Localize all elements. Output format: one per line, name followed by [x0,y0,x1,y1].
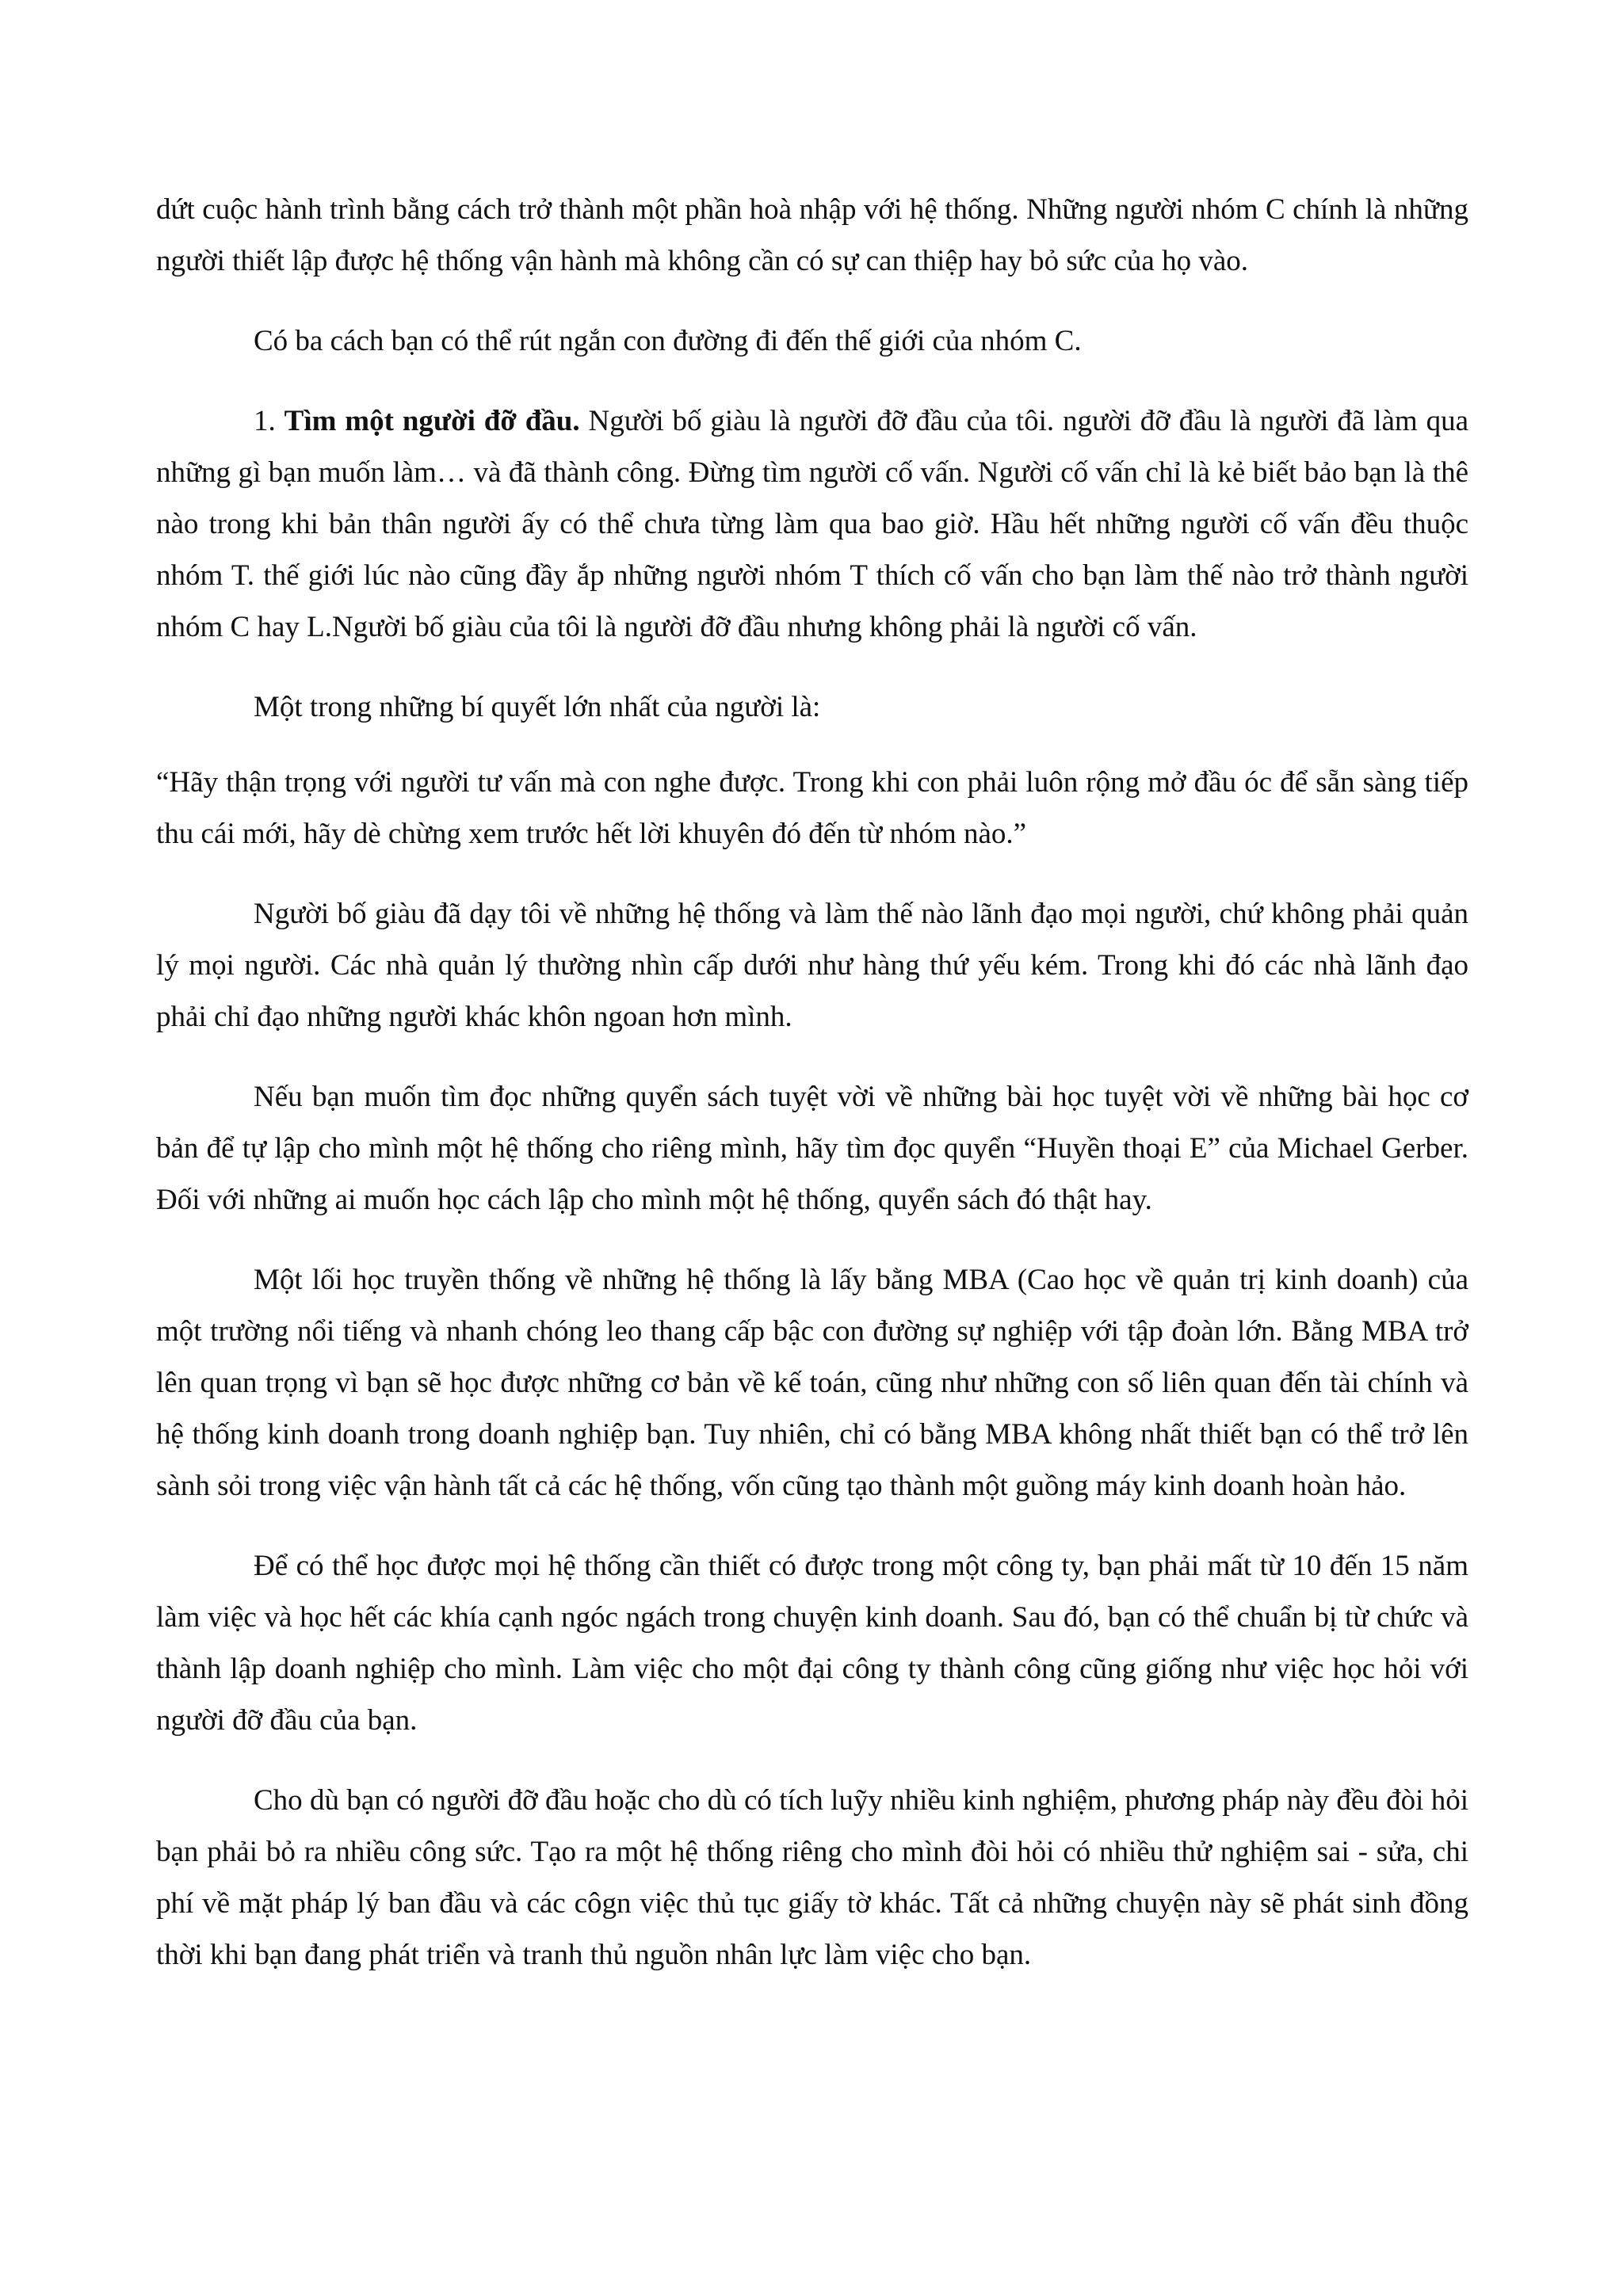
paragraph-4 [156,681,1468,733]
paragraph-1 [156,184,1468,287]
paragraph-6 [156,888,1468,1043]
paragraph-8-text: Một lối học truyền thống về những hệ thống là lấy bằng MBA (Cao học về quản trị kinh doanh) của một trường nổi tiếng và nhanh chóng leo thang cấp bậc con đường sự nghiệp với tập đoàn lớn. Bằng MBA trở lên quan trọng vì bạn sẽ học được những cơ bản về kế toán, cũng như những con số liên quan đến tài chính và hệ thống kinh doanh trong doanh nghiệp bạn. Tuy nhiên, chỉ có bằng MBA không nhất thiết bạn có thể trở lên sành sỏi trong việc vận hành tất cả các hệ thống, vốn cũng tạo thành một guồng máy kinh doanh hoàn hảo. [156,1264,1468,1502]
paragraph-9-text: Để có thể học được mọi hệ thống cần thiết có được trong một công ty, bạn phải mất từ 10 đến 15 năm làm việc và học hết các khía cạnh ngóc ngách trong chuyện kinh doanh. Sau đó, bạn có thể chuẩn bị từ chức và thành lập doanh nghiệp cho mình. Làm việc cho một đại công ty thành công cũng giống như việc học hỏi với người đỡ đầu của bạn. [156,1550,1468,1737]
paragraph-2 [156,315,1468,367]
paragraph-10-text: Cho dù bạn có người đỡ đầu hoặc cho dù có tích luỹy nhiều kinh nghiệm, phương pháp này đều đòi hỏi bạn phải bỏ ra nhiều công sức. Tạo ra một hệ thống riêng cho mình đòi hỏi có nhiều thử nghiệm sai - sửa, chi phí về mặt pháp lý ban đầu và các côgn việc thủ tục giấy tờ khác. Tất cả những chuyện này sẽ phát sinh đồng thời khi bạn đang phát triển và tranh thủ nguồn nhân lực làm việc cho bạn. [156,1784,1468,1971]
paragraph-10 [156,1775,1468,1981]
paragraph-9 [156,1540,1468,1746]
paragraph-7-text: Nếu bạn muốn tìm đọc những quyển sách tuyệt vời về những bài học tuyệt vời về những bài học cơ bản để tự lập cho mình một hệ thống cho riêng mình, hãy tìm đọc quyển “Huyền thoại E” của Michael Gerber. Đối với những ai muốn học cách lập cho mình một hệ thống, quyển sách đó thật hay. [156,1081,1468,1216]
quote-text: “Hãy thận trọng với người tư vấn mà con nghe được. Trong khi con phải luôn rộng mở đầu óc để sẵn sàng tiếp thu cái mới, hãy dè chừng xem trước hết lời khuyên đó đến từ nhóm nào.” [156,766,1468,850]
paragraph-3-prefix: 1. [254,405,285,437]
paragraph-6-text: Người bố giàu đã dạy tôi về những hệ thống và làm thế nào lãnh đạo mọi người, chứ không phải quản lý mọi người. Các nhà quản lý thường nhìn cấp dưới như hàng thứ yếu kém. Trong khi đó các nhà lãnh đạo phải chỉ đạo những người khác khôn ngoan hơn mình. [156,898,1468,1033]
paragraph-3 [156,395,1468,653]
paragraph-3-heading: Tìm một người đỡ đầu. [284,405,580,437]
paragraph-1-text: dứt cuộc hành trình bằng cách trở thành một phần hoà nhập với hệ thống. Những người nhóm C chính là những người thiết lập được hệ thống vận hành mà không cần có sự can thiệp hay bỏ sức của họ vào. [156,193,1468,277]
paragraph-4-text: Một trong những bí quyết lớn nhất của người là: [254,691,821,723]
quote-paragraph [156,757,1468,860]
paragraph-7 [156,1071,1468,1226]
paragraph-2-text: Có ba cách bạn có thể rút ngắn con đường đi đến thế giới của nhóm C. [254,325,1082,357]
paragraph-3-text: Người bố giàu là người đỡ đầu của tôi. người đỡ đầu là người đã làm qua những gì bạn muốn làm… và đã thành công. Đừng tìm người cố vấn. Người cố vấn chỉ là kẻ biết bảo bạn là thê nào trong khi bản thân người ấy có thể chưa từng làm qua bao giờ. Hầu hết những người cố vấn đều thuộc nhóm T. thế giới lúc nào cũng đầy ắp những người nhóm T thích cố vấn cho bạn làm thế nào trở thành người nhóm C hay L.Người bố giàu của tôi là người đỡ đầu nhưng không phải là người cố vấn. [156,405,1469,643]
paragraph-8 [156,1254,1468,1512]
document-body [156,184,1468,2009]
